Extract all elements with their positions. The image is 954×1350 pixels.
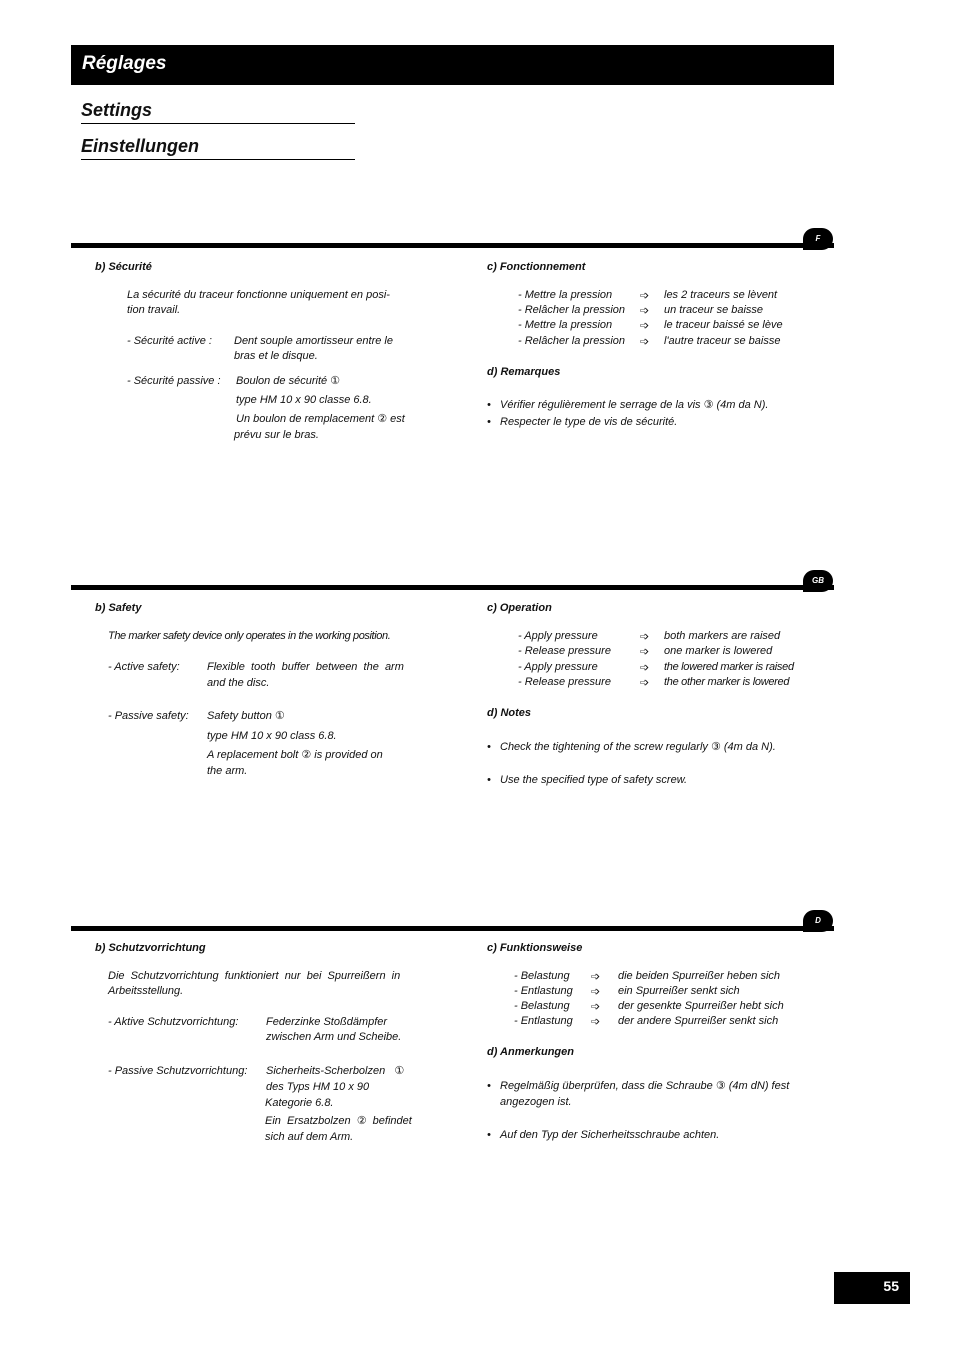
de-notes-heading: d) Anmerkungen (487, 1046, 574, 1058)
arrow-icon: ➩ (591, 1016, 601, 1028)
gb-passive-label: - Passive safety: (108, 710, 189, 722)
de-op-action-2: - Entlastung (514, 985, 573, 997)
language-badge-gb: GB (803, 570, 833, 592)
fr-safety-intro-2: tion travail. (127, 304, 181, 316)
arrow-icon: ➩ (591, 986, 601, 998)
fr-note-1: Vérifier régulièrement le serrage de la vis ③ (4m da N). (500, 399, 769, 411)
fr-passive-label: - Sécurité passive : (127, 375, 221, 387)
de-op-result-1: die beiden Spurreißer heben sich (618, 970, 781, 982)
title-bar (71, 45, 834, 85)
fr-passive-3: Un boulon de remplacement ② est (236, 413, 405, 425)
arrow-icon: ➩ (640, 631, 650, 643)
de-active-label: - Aktive Schutzvorrichtung: (108, 1016, 239, 1028)
subtitle-einstellungen: Einstellungen (81, 136, 355, 160)
section-rule-gb (71, 585, 834, 590)
arrow-icon: ➩ (640, 336, 650, 348)
fr-passive-2: type HM 10 x 90 classe 6.8. (236, 394, 372, 406)
de-op-result-2: ein Spurreißer senkt sich (618, 985, 740, 997)
arrow-icon: ➩ (640, 290, 650, 302)
bullet-icon: • (487, 741, 491, 753)
arrow-icon: ➩ (591, 1001, 601, 1013)
subtitle-settings: Settings (81, 100, 355, 124)
arrow-icon: ➩ (640, 662, 650, 674)
gb-passive-2: type HM 10 x 90 class 6.8. (207, 730, 337, 742)
page-number: 55 (883, 1278, 899, 1294)
gb-op-result-4: the other marker is lowered (664, 676, 790, 688)
gb-note-1: Check the tightening of the screw regularly ③ (4m da N). (500, 741, 776, 753)
language-badge-de: D (803, 910, 833, 932)
de-active-1: Federzinke Stoßdämpfer (266, 1016, 388, 1028)
language-badge-fr: F (803, 228, 833, 250)
page-number-box (834, 1272, 910, 1304)
de-safety-intro-2: Arbeitsstellung. (108, 985, 184, 997)
fr-note-2: Respecter le type de vis de sécurité. (500, 416, 678, 428)
arrow-icon: ➩ (591, 971, 601, 983)
de-passive-3: Kategorie 6.8. (265, 1097, 334, 1109)
fr-op-result-1: les 2 traceurs se lèvent (664, 289, 778, 301)
de-op-action-4: - Entlastung (514, 1015, 573, 1027)
de-passive-4: Ein Ersatzbolzen ② befindet (265, 1115, 412, 1127)
gb-notes-heading: d) Notes (487, 707, 531, 719)
fr-active-label: - Sécurité active : (127, 335, 212, 347)
fr-op-action-2: - Relâcher la pression (518, 304, 625, 316)
arrow-icon: ➩ (640, 320, 650, 332)
arrow-icon: ➩ (640, 677, 650, 689)
de-operation-heading: c) Funktionsweise (487, 942, 583, 954)
page-title: Réglages (82, 53, 167, 74)
gb-active-2: and the disc. (207, 677, 270, 689)
fr-op-result-4: l'autre traceur se baisse (664, 335, 781, 347)
bullet-icon: • (487, 399, 491, 411)
de-passive-2: des Typs HM 10 x 90 (266, 1081, 370, 1093)
de-note-1a: Regelmäßig überprüfen, dass die Schraube ③ (4m dN) fest (500, 1080, 790, 1092)
gb-active-label: - Active safety: (108, 661, 180, 673)
fr-active-1: Dent souple amortisseur entre le (234, 335, 393, 347)
de-note-2: Auf den Typ der Sicherheitsschraube achten. (500, 1129, 720, 1141)
bullet-icon: • (487, 774, 491, 786)
gb-op-result-1: both markers are raised (664, 630, 781, 642)
gb-operation-heading: c) Operation (487, 602, 552, 614)
de-passive-5: sich auf dem Arm. (265, 1131, 354, 1143)
bullet-icon: • (487, 1129, 491, 1141)
gb-passive-3: A replacement bolt ② is provided on (207, 749, 383, 761)
bullet-icon: • (487, 416, 491, 428)
de-safety-intro-1: Die Schutzvorrichtung funktioniert nur bei Spurreißern in (108, 970, 401, 982)
de-op-result-4: der andere Spurreißer senkt sich (618, 1015, 779, 1027)
gb-safety-heading: b) Safety (95, 602, 142, 614)
fr-notes-heading: d) Remarques (487, 366, 561, 378)
fr-active-2: bras et le disque. (234, 350, 318, 362)
de-active-2: zwischen Arm und Scheibe. (266, 1031, 402, 1043)
arrow-icon: ➩ (640, 646, 650, 658)
gb-active-1: Flexible tooth buffer between the arm (207, 661, 404, 673)
section-rule-fr (71, 243, 834, 248)
gb-op-action-4: - Release pressure (518, 676, 611, 688)
fr-op-action-4: - Relâcher la pression (518, 335, 625, 347)
fr-passive-4: prévu sur le bras. (234, 429, 319, 441)
de-note-1b: angezogen ist. (500, 1096, 572, 1108)
fr-op-result-2: un traceur se baisse (664, 304, 764, 316)
fr-safety-heading: b) Sécurité (95, 261, 152, 273)
de-op-result-3: der gesenkte Spurreißer hebt sich (618, 1000, 784, 1012)
gb-passive-1: Safety button ① (207, 710, 285, 722)
de-op-action-3: - Belastung (514, 1000, 570, 1012)
fr-op-result-3: le traceur baissé se lève (664, 319, 783, 331)
de-passive-label: - Passive Schutzvorrichtung: (108, 1065, 248, 1077)
de-safety-heading: b) Schutzvorrichtung (95, 942, 206, 954)
arrow-icon: ➩ (640, 305, 650, 317)
gb-passive-4: the arm. (207, 765, 248, 777)
de-op-action-1: - Belastung (514, 970, 570, 982)
fr-safety-intro-1: La sécurité du traceur fonctionne uniquement en posi- (127, 289, 390, 301)
bullet-icon: • (487, 1080, 491, 1092)
fr-op-action-3: - Mettre la pression (518, 319, 613, 331)
gb-safety-intro: The marker safety device only operates in the working position. (108, 630, 391, 642)
gb-op-action-1: - Apply pressure (518, 630, 598, 642)
gb-op-action-2: - Release pressure (518, 645, 611, 657)
gb-op-action-3: - Apply pressure (518, 661, 598, 673)
gb-op-result-2: one marker is lowered (664, 645, 773, 657)
gb-note-2: Use the specified type of safety screw. (500, 774, 688, 786)
fr-passive-1: Boulon de sécurité ① (236, 375, 341, 387)
fr-operation-heading: c) Fonctionnement (487, 261, 586, 273)
fr-op-action-1: - Mettre la pression (518, 289, 613, 301)
de-passive-1: Sicherheits-Scherbolzen ① (266, 1065, 405, 1077)
gb-op-result-3: the lowered marker is raised (664, 661, 794, 673)
section-rule-de (71, 926, 834, 931)
